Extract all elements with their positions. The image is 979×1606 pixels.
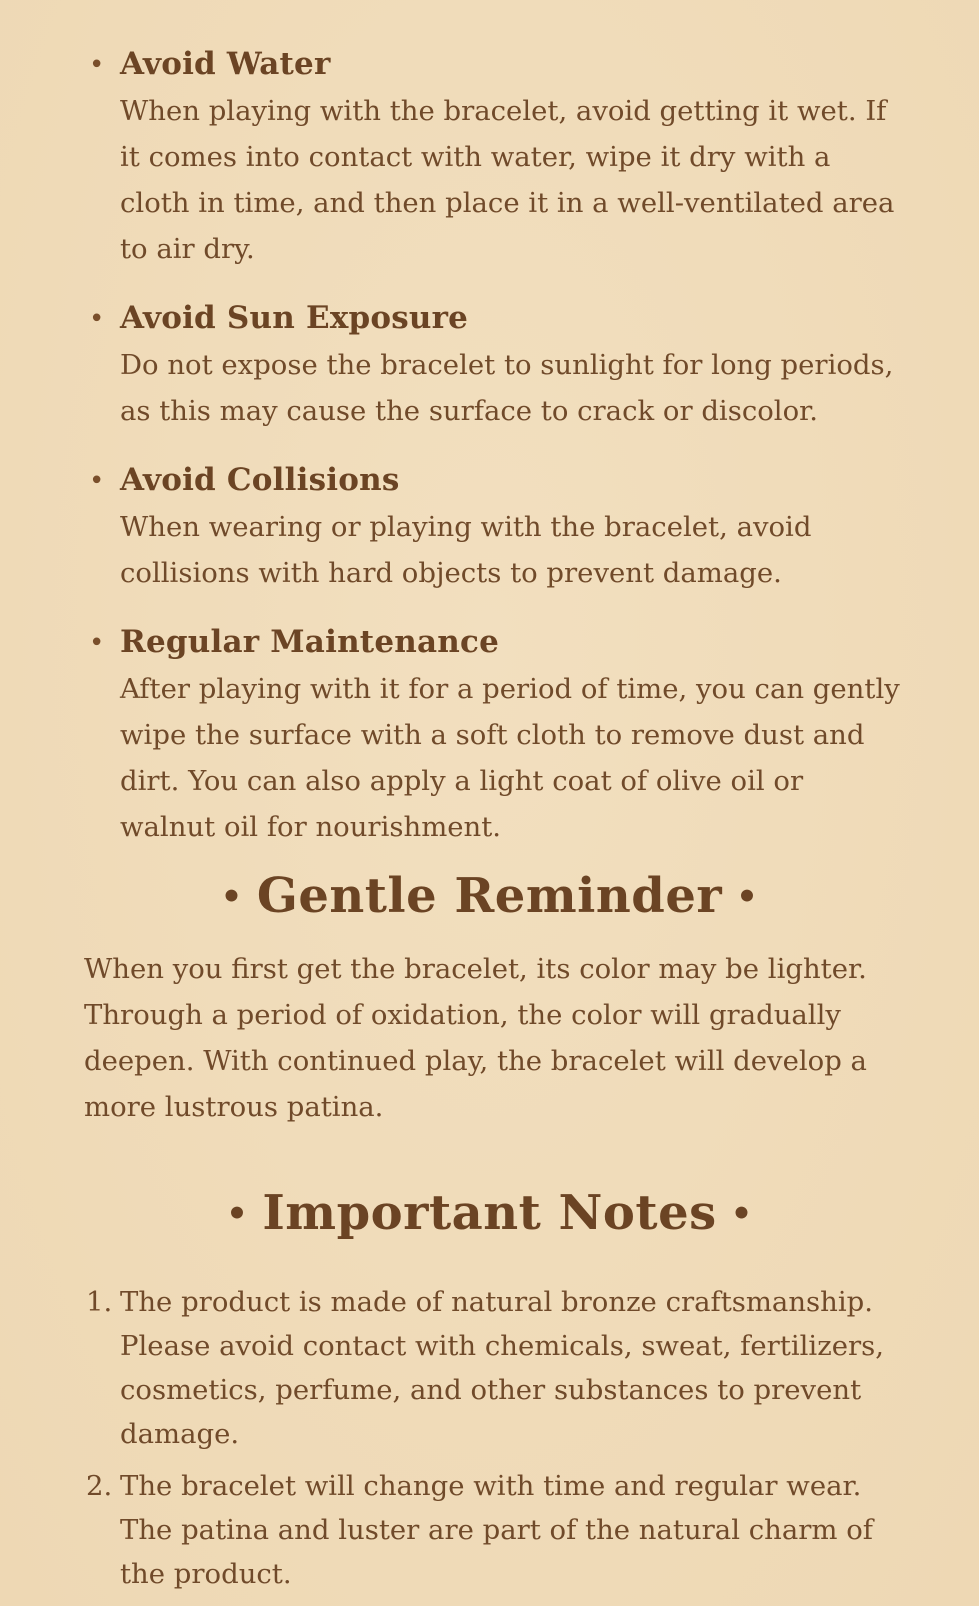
- care-item-title: Avoid Sun Exposure: [120, 300, 469, 336]
- care-item-water: [86, 44, 906, 272]
- note-number: 1.: [86, 1286, 113, 1318]
- note-text: The bracelet will change with time and regular wear. The patina and luster are part of the natural charm of the product.: [120, 1470, 873, 1590]
- care-item-maintenance: [86, 622, 906, 850]
- care-item-title: Avoid Collisions: [120, 462, 400, 498]
- bullet-icon: •: [89, 304, 105, 334]
- care-list: [86, 44, 906, 876]
- note-item-2: [86, 1464, 906, 1596]
- gentle-reminder-title: Gentle Reminder: [256, 868, 723, 924]
- bullet-icon: •: [226, 1193, 249, 1234]
- care-item-sun: [86, 298, 906, 434]
- gentle-reminder-heading: [0, 868, 979, 924]
- note-number: 2.: [86, 1470, 113, 1502]
- bullet-icon: •: [220, 876, 243, 917]
- bullet-icon: •: [89, 466, 105, 496]
- bullet-icon: •: [89, 628, 105, 658]
- care-item-title: Avoid Water: [120, 46, 331, 82]
- care-item-description: When playing with the bracelet, avoid getting it wet. If it comes into contact with water, wipe it dry with a cloth in time, and then place it in a well-ventilated area to air dry.: [120, 95, 895, 265]
- important-notes-title: Important Notes: [262, 1185, 717, 1241]
- note-item-1: [86, 1280, 906, 1456]
- bullet-icon: •: [736, 876, 759, 917]
- gentle-reminder-text: When you first get the bracelet, its color may be lighter. Through a period of oxidation, the color will gradually deepen. With continued play, the bracelet will develop a more lustrous patina.: [84, 953, 867, 1123]
- bullet-icon: •: [89, 50, 105, 80]
- care-item-collisions: [86, 460, 906, 596]
- care-item-description: Do not expose the bracelet to sunlight for long periods, as this may cause the surface to crack or discolor.: [120, 349, 894, 427]
- important-notes-list: [86, 1280, 906, 1604]
- care-item-description: After playing with it for a period of time, you can gently wipe the surface with a soft cloth to remove dust and dirt. You can also apply a light coat of olive oil or walnut oil for nourishment.: [120, 673, 900, 843]
- bullet-icon: •: [730, 1193, 753, 1234]
- care-item-title: Regular Maintenance: [120, 624, 500, 660]
- care-item-description: When wearing or playing with the bracelet, avoid collisions with hard objects to prevent damage.: [120, 511, 812, 589]
- note-text: The product is made of natural bronze craftsmanship. Please avoid contact with chemicals, sweat, fertilizers, cosmetics, perfume, and other substances to prevent damage.: [120, 1286, 884, 1450]
- important-notes-heading: [0, 1185, 979, 1241]
